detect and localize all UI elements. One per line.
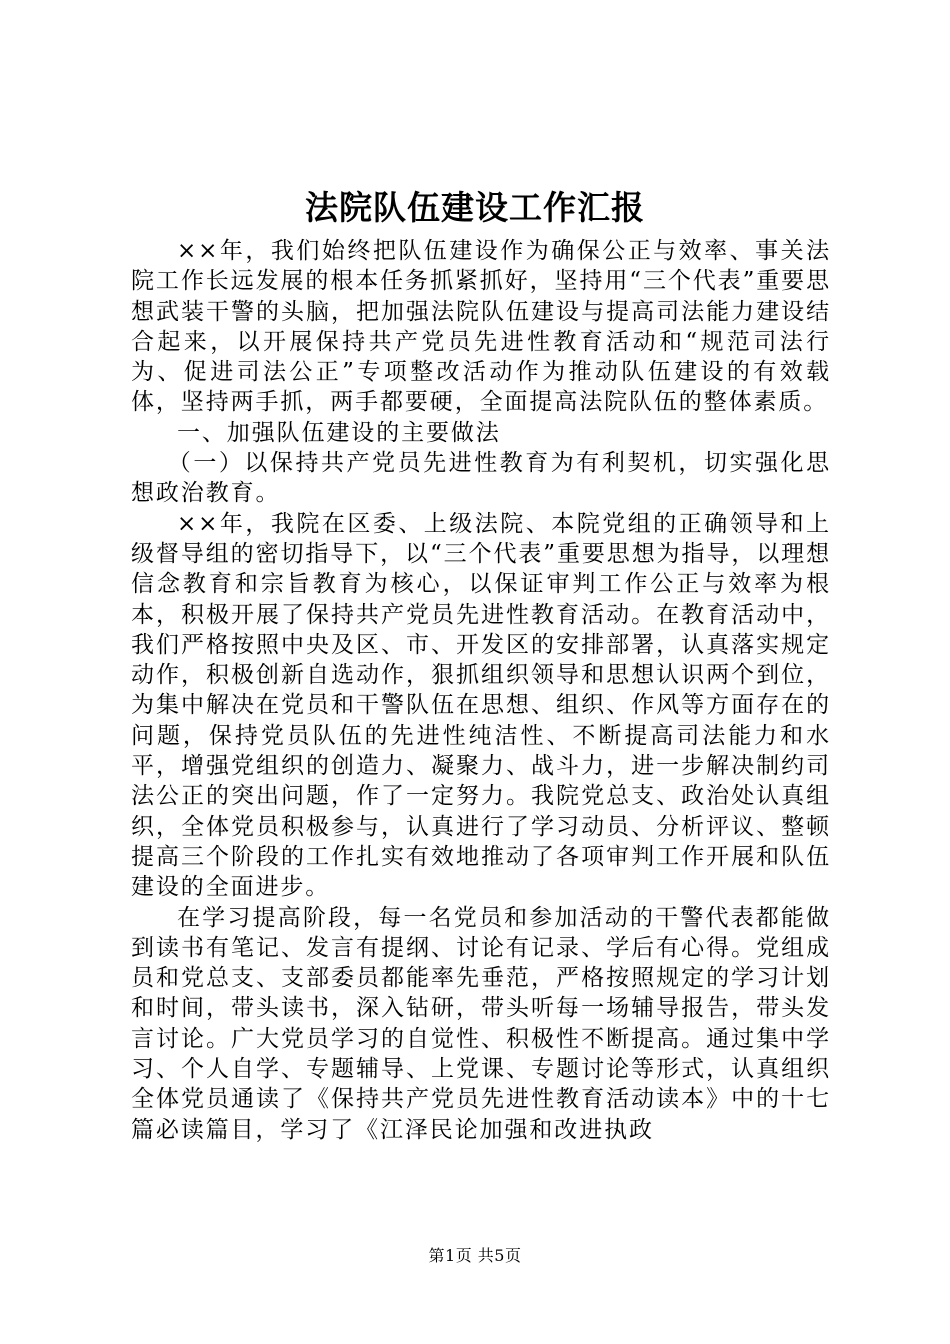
paragraph-intro: ××年，我们始终把队伍建设作为确保公正与效率、事关法院工作长远发展的根本任务抓紧抓好，坚持用“三个代表”重要思想武装干警的头脑，把加强法院队伍建设与提高司法能力建设结合起来，以开展保持共产党员先进性教育活动和“规范司法行为、促进司法公正”专项整改活动作为推动队伍建设的有效载体，坚持两手抓，两手都要硬，全面提高法院队伍的整体素质。 xyxy=(131,238,831,416)
section-heading: 一、加强队伍建设的主要做法 xyxy=(177,419,501,446)
document-title: 法院队伍建设工作汇报 xyxy=(305,188,645,227)
document-body xyxy=(131,236,831,1145)
page-number-footer: 第1页 共5页 xyxy=(428,1246,522,1265)
paragraph-education: ××年，我院在区委、上级法院、本院党组的正确领导和上级督导组的密切指导下，以“三个代表”重要思想为指导，以理想信念教育和宗旨教育为核心，以保证审判工作公正与效率为根本，积极开展了保持共产党员先进性教育活动。在教育活动中，我们严格按照中央及区、市、开发区的安排部署，认真落实规定动作，积极创新自选动作，狠抓组织领导和思想认识两个到位，为集中解决在党员和干警队伍在思想、组织、作风等方面存在的问题，保持党员队伍的先进性纯洁性、不断提高司法能力和水平，增强党组织的创造力、凝聚力、战斗力，进一步解决制约司法公正的突出问题，作了一定努力。我院党总支、政治处认真组织，全体党员积极参与，认真进行了学习动员、分析评议、整顿提高三个阶段的工作扎实有效地推动了各项审判工作开展和队伍建设的全面进步。 xyxy=(131,510,831,901)
paragraph-study-phase: 在学习提高阶段，每一名党员和参加活动的干警代表都能做到读书有笔记、发言有提纲、讨论有记录、学后有心得。党组成员和党总支、支部委员都能率先垂范，严格按照规定的学习计划和时间，带头读书，深入钻研，带头听每一场辅导报告，带头发言讨论。广大党员学习的自觉性、积极性不断提高。通过集中学习、个人自学、专题辅导、上党课、专题讨论等形式，认真组织全体党员通读了《保持共产党员先进性教育活动读本》中的十七篇必读篇目，学习了《江泽民论加强和改进执政 xyxy=(131,904,831,1143)
subsection-heading: （一）以保持共产党员先进性教育为有利契机，切实强化思想政治教育。 xyxy=(131,450,831,507)
